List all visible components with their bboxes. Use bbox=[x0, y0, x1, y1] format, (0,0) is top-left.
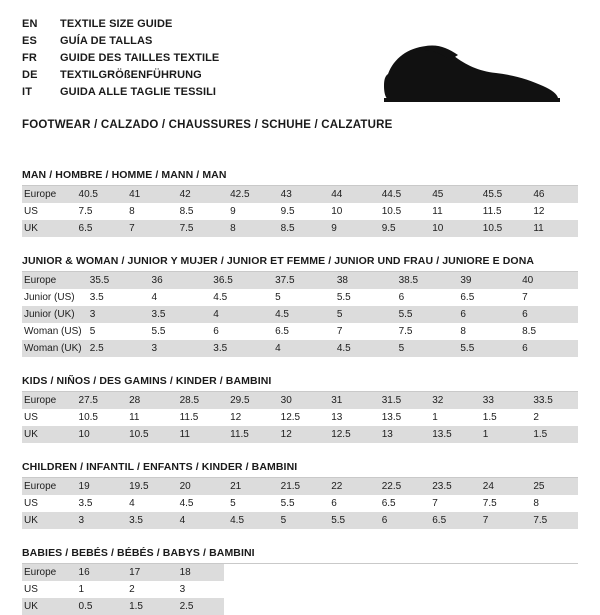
cell: 40.5 bbox=[73, 186, 124, 203]
cell: 10.5 bbox=[477, 220, 528, 237]
cell: 5 bbox=[89, 326, 96, 337]
cell: 22 bbox=[325, 478, 376, 495]
cell: 41 bbox=[123, 186, 174, 203]
cell: 10 bbox=[73, 426, 124, 443]
cell: 46 bbox=[527, 186, 578, 203]
cell bbox=[426, 564, 477, 581]
cell: 3 bbox=[73, 512, 124, 529]
cell: 5 bbox=[393, 340, 455, 357]
cell: 2.5 bbox=[84, 340, 146, 357]
size-table-babies bbox=[22, 564, 578, 615]
cell: 22.5 bbox=[376, 478, 427, 495]
row-label: Europe bbox=[22, 186, 73, 203]
cell: 45 bbox=[426, 186, 477, 203]
cell: 12 bbox=[275, 426, 326, 443]
cell: 37.5 bbox=[269, 272, 331, 289]
cell: 5 bbox=[275, 512, 326, 529]
cell: 5.5 bbox=[336, 292, 351, 303]
cell: 44 bbox=[325, 186, 376, 203]
cell: 4 bbox=[207, 306, 269, 323]
cell: 3.5 bbox=[207, 340, 269, 357]
language-code: IT bbox=[22, 86, 33, 98]
cell: 35.5 bbox=[84, 272, 146, 289]
language-title: GUIDA ALLE TAGLIE TESSILI bbox=[60, 86, 217, 98]
row-label: Europe bbox=[22, 272, 84, 289]
cell: 29.5 bbox=[224, 392, 275, 409]
cell: 25 bbox=[527, 478, 578, 495]
cell: 7 bbox=[123, 220, 174, 237]
table-row bbox=[22, 512, 578, 529]
cell: 9.5 bbox=[280, 206, 295, 217]
cell: 6 bbox=[454, 306, 516, 323]
cell bbox=[275, 581, 326, 598]
language-title: GUÍA DE TALLAS bbox=[60, 35, 153, 47]
cell: 10 bbox=[331, 206, 343, 217]
cell: 6 bbox=[516, 306, 578, 323]
cell: 3 bbox=[179, 584, 186, 595]
table-row bbox=[22, 598, 578, 615]
table-row bbox=[22, 220, 578, 237]
size-table-man bbox=[22, 186, 578, 237]
section-title: MAN / HOMBRE / HOMME / MANN / MAN bbox=[22, 169, 578, 186]
section-babies bbox=[22, 547, 578, 615]
cell bbox=[224, 564, 275, 581]
cell bbox=[224, 581, 275, 598]
cell: 19 bbox=[73, 478, 124, 495]
size-table-kids bbox=[22, 392, 578, 443]
cell bbox=[376, 581, 427, 598]
cell: 36.5 bbox=[207, 272, 269, 289]
cell bbox=[376, 564, 427, 581]
cell: 8 bbox=[460, 326, 466, 337]
cell: 38 bbox=[331, 272, 393, 289]
cell: 4 bbox=[129, 498, 135, 509]
table-row bbox=[22, 495, 578, 512]
cell: 1 bbox=[477, 426, 528, 443]
cell: 8 bbox=[533, 498, 539, 509]
cell: 9 bbox=[325, 220, 376, 237]
cell: 32 bbox=[426, 392, 477, 409]
section-title: JUNIOR & WOMAN / JUNIOR Y MUJER / JUNIOR ET FEMME / JUNIOR UND FRAU / JUNIORE E DONA bbox=[22, 255, 578, 272]
cell: 9.5 bbox=[376, 220, 427, 237]
table-row bbox=[22, 186, 578, 203]
cell: 13 bbox=[331, 412, 343, 423]
cell: 8.5 bbox=[179, 206, 194, 217]
row-label: Europe bbox=[22, 478, 73, 495]
cell: 8 bbox=[224, 220, 275, 237]
language-title-list bbox=[22, 16, 219, 101]
cell bbox=[527, 581, 578, 598]
row-label: Europe bbox=[22, 564, 73, 581]
cell: 5.5 bbox=[393, 306, 455, 323]
cell bbox=[527, 564, 578, 581]
cell: 8 bbox=[129, 206, 135, 217]
cell: 42.5 bbox=[224, 186, 275, 203]
row-label: Woman (US) bbox=[24, 326, 82, 337]
table-row bbox=[22, 478, 578, 495]
cell: 33.5 bbox=[527, 392, 578, 409]
cell: 1 bbox=[78, 584, 85, 595]
cell: 27.5 bbox=[73, 392, 124, 409]
cell: 19.5 bbox=[123, 478, 174, 495]
cell: 3.5 bbox=[123, 512, 174, 529]
cell: 10.5 bbox=[78, 412, 98, 423]
table-row bbox=[22, 426, 578, 443]
cell: 11 bbox=[432, 206, 443, 217]
cell: 9 bbox=[230, 206, 236, 217]
cell: 28 bbox=[123, 392, 174, 409]
section-title: CHILDREN / INFANTIL / ENFANTS / KINDER / BAMBINI bbox=[22, 461, 578, 478]
language-row bbox=[22, 67, 219, 83]
language-code: DE bbox=[22, 69, 38, 81]
cell: 7.5 bbox=[398, 326, 413, 337]
table-row bbox=[22, 203, 578, 220]
size-table-children bbox=[22, 478, 578, 529]
cell: 1 bbox=[432, 412, 438, 423]
cell bbox=[325, 564, 376, 581]
cell: 13 bbox=[376, 426, 427, 443]
cell: 7.5 bbox=[482, 498, 497, 509]
cell: 4.5 bbox=[224, 512, 275, 529]
cell: 4 bbox=[174, 512, 225, 529]
row-label: UK bbox=[22, 426, 73, 443]
table-row bbox=[22, 409, 578, 426]
cell: 7.5 bbox=[527, 512, 578, 529]
cell: 31.5 bbox=[376, 392, 427, 409]
cell bbox=[275, 598, 326, 615]
cell: 39 bbox=[454, 272, 516, 289]
cell: 10 bbox=[426, 220, 477, 237]
row-label: UK bbox=[22, 220, 73, 237]
language-code: FR bbox=[22, 52, 38, 64]
language-title: GUIDE DES TAILLES TEXTILE bbox=[60, 52, 220, 64]
section-title: KIDS / NIÑOS / DES GAMINS / KINDER / BAMBINI bbox=[22, 375, 578, 392]
row-label: US bbox=[24, 206, 38, 217]
size-table-junior-woman bbox=[22, 272, 578, 357]
cell: 11.5 bbox=[224, 426, 275, 443]
cell: 7 bbox=[432, 498, 438, 509]
cell: 43 bbox=[275, 186, 326, 203]
cell: 6.5 bbox=[275, 326, 289, 337]
cell: 12 bbox=[230, 412, 242, 423]
cell: 7 bbox=[477, 512, 528, 529]
row-label: US bbox=[24, 584, 38, 595]
cell: 4.5 bbox=[269, 306, 331, 323]
table-row bbox=[22, 564, 578, 581]
cell: 5.5 bbox=[454, 340, 516, 357]
cell: 11 bbox=[129, 412, 140, 423]
cell: 21.5 bbox=[275, 478, 326, 495]
cell: 10.5 bbox=[123, 426, 174, 443]
cell: 5.5 bbox=[325, 512, 376, 529]
table-row bbox=[22, 323, 578, 340]
row-label: Junior (UK) bbox=[22, 306, 84, 323]
cell: 4 bbox=[151, 292, 158, 303]
cell: 11.5 bbox=[179, 412, 199, 423]
cell: 11.5 bbox=[482, 206, 502, 217]
language-row bbox=[22, 16, 219, 32]
cell: 21 bbox=[224, 478, 275, 495]
cell: 6 bbox=[376, 512, 427, 529]
cell: 2.5 bbox=[174, 598, 225, 615]
cell: 18 bbox=[174, 564, 225, 581]
table-row bbox=[22, 306, 578, 323]
cell: 11 bbox=[527, 220, 578, 237]
cell: 7.5 bbox=[174, 220, 225, 237]
cell: 7 bbox=[522, 292, 528, 303]
cell: 7.5 bbox=[78, 206, 93, 217]
table-row bbox=[22, 289, 578, 306]
cell: 6.5 bbox=[73, 220, 124, 237]
cell bbox=[275, 564, 326, 581]
cell: 3.5 bbox=[78, 498, 93, 509]
cell: 8.5 bbox=[275, 220, 326, 237]
cell: 11 bbox=[174, 426, 225, 443]
cell: 12.5 bbox=[280, 412, 301, 423]
cell: 1.5 bbox=[527, 426, 578, 443]
language-code: ES bbox=[22, 35, 38, 47]
cell bbox=[325, 598, 376, 615]
section-junior-woman bbox=[22, 255, 578, 357]
table-row bbox=[22, 272, 578, 289]
cell: 7 bbox=[336, 326, 343, 337]
cell: 4.5 bbox=[213, 292, 228, 303]
language-row bbox=[22, 84, 219, 100]
language-row bbox=[22, 33, 219, 49]
cell bbox=[224, 598, 275, 615]
cell: 12.5 bbox=[325, 426, 376, 443]
cell: 4 bbox=[269, 340, 331, 357]
language-title: TEXTILE SIZE GUIDE bbox=[60, 18, 173, 30]
cell: 6 bbox=[213, 326, 219, 337]
cell: 17 bbox=[123, 564, 174, 581]
cell bbox=[477, 598, 528, 615]
language-code: EN bbox=[22, 18, 38, 30]
table-row bbox=[22, 581, 578, 598]
row-label: US bbox=[24, 412, 38, 423]
cell: 3.5 bbox=[89, 292, 104, 303]
cell: 20 bbox=[174, 478, 225, 495]
table-row bbox=[22, 392, 578, 409]
cell: 0.5 bbox=[73, 598, 124, 615]
row-label: UK bbox=[22, 598, 73, 615]
cell bbox=[477, 564, 528, 581]
cell: 5 bbox=[275, 292, 281, 303]
cell bbox=[426, 581, 477, 598]
cell: 16 bbox=[73, 564, 124, 581]
cell: 3 bbox=[146, 340, 208, 357]
cell: 13.5 bbox=[381, 412, 402, 423]
cell bbox=[325, 581, 376, 598]
cell: 13.5 bbox=[426, 426, 477, 443]
section-children bbox=[22, 461, 578, 529]
cell: 12 bbox=[533, 206, 545, 217]
cell: 44.5 bbox=[376, 186, 427, 203]
section-title: BABIES / BEBÉS / BÉBÉS / BABYS / BAMBINI bbox=[22, 547, 578, 564]
language-title: TEXTILGRÖßENFÜHRUNG bbox=[60, 69, 202, 81]
cell: 6 bbox=[331, 498, 337, 509]
cell: 6.5 bbox=[426, 512, 477, 529]
header bbox=[22, 16, 578, 106]
cell: 30 bbox=[275, 392, 326, 409]
row-label: Europe bbox=[22, 392, 73, 409]
cell: 36 bbox=[146, 272, 208, 289]
cell: 23.5 bbox=[426, 478, 477, 495]
cell: 1.5 bbox=[482, 412, 497, 423]
cell: 3 bbox=[84, 306, 146, 323]
cell: 4.5 bbox=[331, 340, 393, 357]
cell: 6 bbox=[398, 292, 405, 303]
cell: 3.5 bbox=[146, 306, 208, 323]
cell: 5 bbox=[230, 498, 236, 509]
cell: 6.5 bbox=[381, 498, 396, 509]
section-man bbox=[22, 169, 578, 237]
footwear-category-line: FOOTWEAR / CALZADO / CHAUSSURES / SCHUHE / CALZATURE bbox=[22, 119, 393, 131]
cell: 10.5 bbox=[381, 206, 402, 217]
cell bbox=[477, 581, 528, 598]
cell: 33 bbox=[477, 392, 528, 409]
cell: 28.5 bbox=[174, 392, 225, 409]
language-row bbox=[22, 50, 219, 66]
cell: 5.5 bbox=[280, 498, 295, 509]
cell: 6 bbox=[516, 340, 578, 357]
dress-shoe-icon bbox=[380, 28, 570, 106]
cell: 42 bbox=[174, 186, 225, 203]
cell: 5.5 bbox=[151, 326, 166, 337]
section-kids bbox=[22, 375, 578, 443]
cell: 45.5 bbox=[477, 186, 528, 203]
cell: 40 bbox=[516, 272, 578, 289]
row-label: US bbox=[24, 498, 38, 509]
cell: 2 bbox=[129, 584, 135, 595]
cell: 4.5 bbox=[179, 498, 194, 509]
row-label: UK bbox=[22, 512, 73, 529]
cell bbox=[527, 598, 578, 615]
cell: 8.5 bbox=[522, 326, 537, 337]
cell: 5 bbox=[331, 306, 393, 323]
cell: 2 bbox=[533, 412, 539, 423]
cell bbox=[376, 598, 427, 615]
row-label: Junior (US) bbox=[24, 292, 75, 303]
cell: 6.5 bbox=[460, 292, 475, 303]
row-label: Woman (UK) bbox=[22, 340, 84, 357]
table-row bbox=[22, 340, 578, 357]
cell bbox=[426, 598, 477, 615]
cell: 38.5 bbox=[393, 272, 455, 289]
cell: 31 bbox=[325, 392, 376, 409]
cell: 1.5 bbox=[123, 598, 174, 615]
cell: 24 bbox=[477, 478, 528, 495]
